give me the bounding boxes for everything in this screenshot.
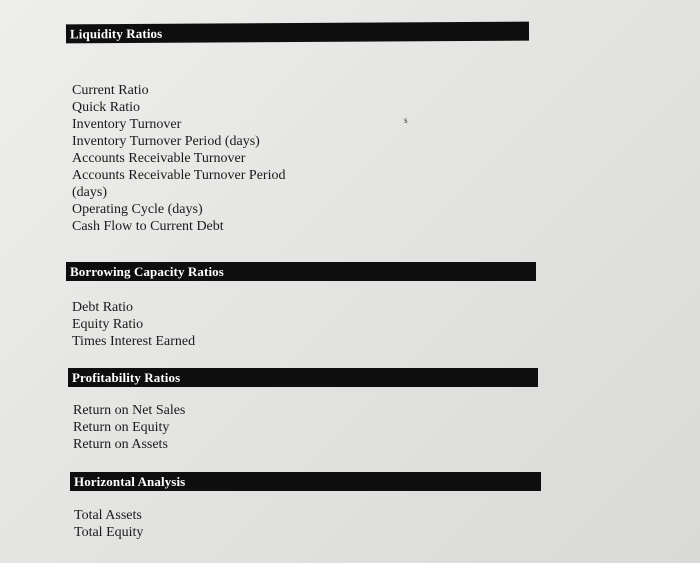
- list-item: Accounts Receivable Turnover: [72, 151, 246, 166]
- list-item: Total Equity: [74, 525, 144, 540]
- horizontal-analysis-list: [74, 507, 143, 541]
- list-item: Inventory Turnover Period (days): [72, 134, 260, 149]
- profitability-ratios-header: [68, 368, 538, 387]
- liquidity-ratios-header: [66, 22, 529, 44]
- list-item: Total Assets: [74, 508, 142, 523]
- stray-mark: s: [404, 115, 408, 125]
- list-item: (days): [72, 185, 107, 200]
- list-item: Return on Equity: [73, 420, 170, 435]
- list-item: Quick Ratio: [72, 100, 141, 115]
- list-item: Inventory Turnover: [72, 117, 182, 132]
- section-title: Profitability Ratios: [72, 370, 181, 385]
- list-item: Debt Ratio: [72, 300, 134, 315]
- list-item: Times Interest Earned: [72, 334, 196, 349]
- list-item: Accounts Receivable Turnover Period: [72, 168, 286, 183]
- section-title: Borrowing Capacity Ratios: [70, 264, 224, 279]
- section-title: Liquidity Ratios: [69, 25, 163, 42]
- liquidity-ratios-list: [72, 82, 285, 235]
- borrowing-capacity-ratios-header: [66, 262, 536, 281]
- section-title: Horizontal Analysis: [74, 474, 186, 489]
- list-item: Return on Net Sales: [73, 403, 186, 418]
- list-item: Current Ratio: [72, 83, 149, 98]
- list-item: Operating Cycle (days): [72, 202, 203, 217]
- list-item: Cash Flow to Current Debt: [72, 219, 224, 234]
- borrowing-capacity-ratios-list: [72, 299, 195, 350]
- profitability-ratios-list: [73, 402, 185, 453]
- list-item: Return on Assets: [73, 437, 168, 452]
- list-item: Equity Ratio: [72, 317, 144, 332]
- horizontal-analysis-header: [70, 472, 541, 491]
